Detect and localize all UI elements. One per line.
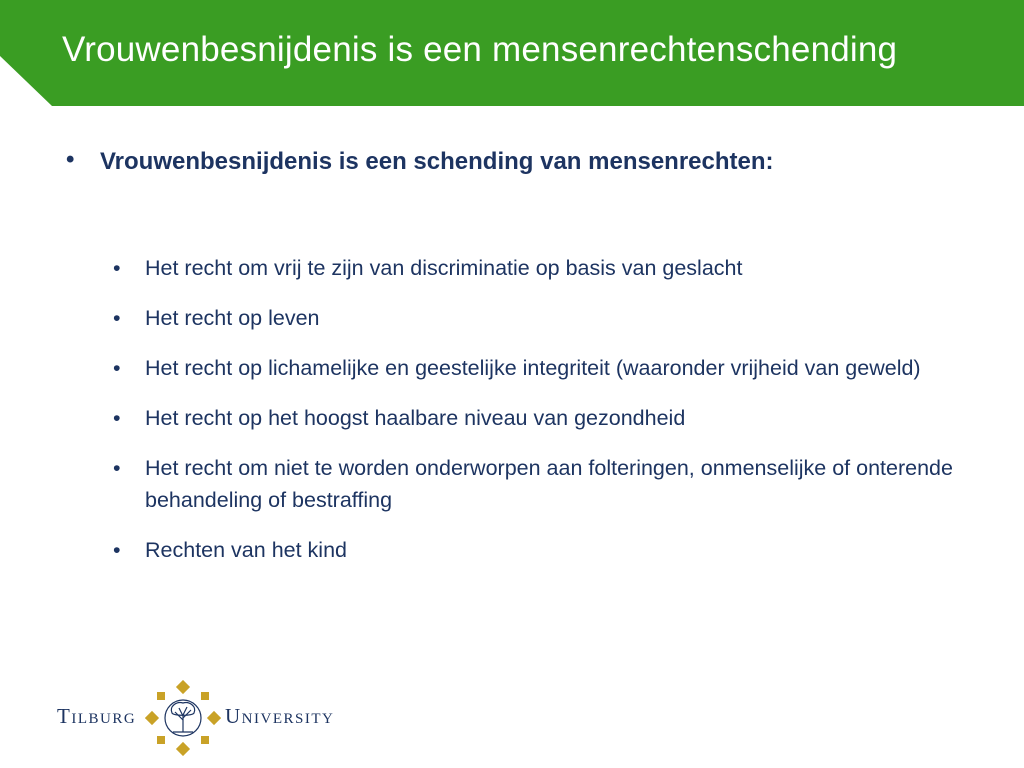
tilburg-university-logo [57,680,347,756]
sub-bullet-text: Rechten van het kind [145,538,347,562]
bullet-dot: • [113,356,121,380]
sub-bullet-text: Het recht om niet te worden onderworpen aan folteringen, onmenselijke of onterende behandeling of bestraffing [145,456,953,512]
slide-title: Vrouwenbesnijdenis is een mensenrechtenschending [62,30,898,69]
sub-bullet-item [113,402,973,434]
sub-bullet-text: Het recht op het hoogst haalbare niveau van gezondheid [145,406,686,430]
title-bar [0,0,1024,106]
main-bullet-text: Vrouwenbesnijdenis is een schending van mensenrechten: [100,148,774,175]
sub-bullet-item [113,252,973,284]
sub-bullet-item [113,534,973,566]
bullet-dot: • [113,256,121,280]
logo-word-tilburg: Tilburg [57,704,137,728]
sub-bullet-text: Het recht op leven [145,306,320,330]
tree-emblem-icon [145,680,221,756]
bullet-dot: • [113,538,121,562]
bullet-dot: • [66,146,75,173]
sub-bullet-item [113,452,973,516]
bullet-dot: • [113,456,121,480]
sub-bullet-item [113,352,973,384]
sub-bullet-text: Het recht om vrij te zijn van discriminatie op basis van geslacht [145,256,743,280]
sub-bullet-item [113,302,973,334]
bullet-dot: • [113,306,121,330]
bullet-dot: • [113,406,121,430]
logo-word-university: University [225,704,335,728]
sub-bullet-text: Het recht op lichamelijke en geestelijke integriteit (waaronder vrijheid van geweld) [145,356,921,380]
sub-bullet-list [113,252,973,584]
